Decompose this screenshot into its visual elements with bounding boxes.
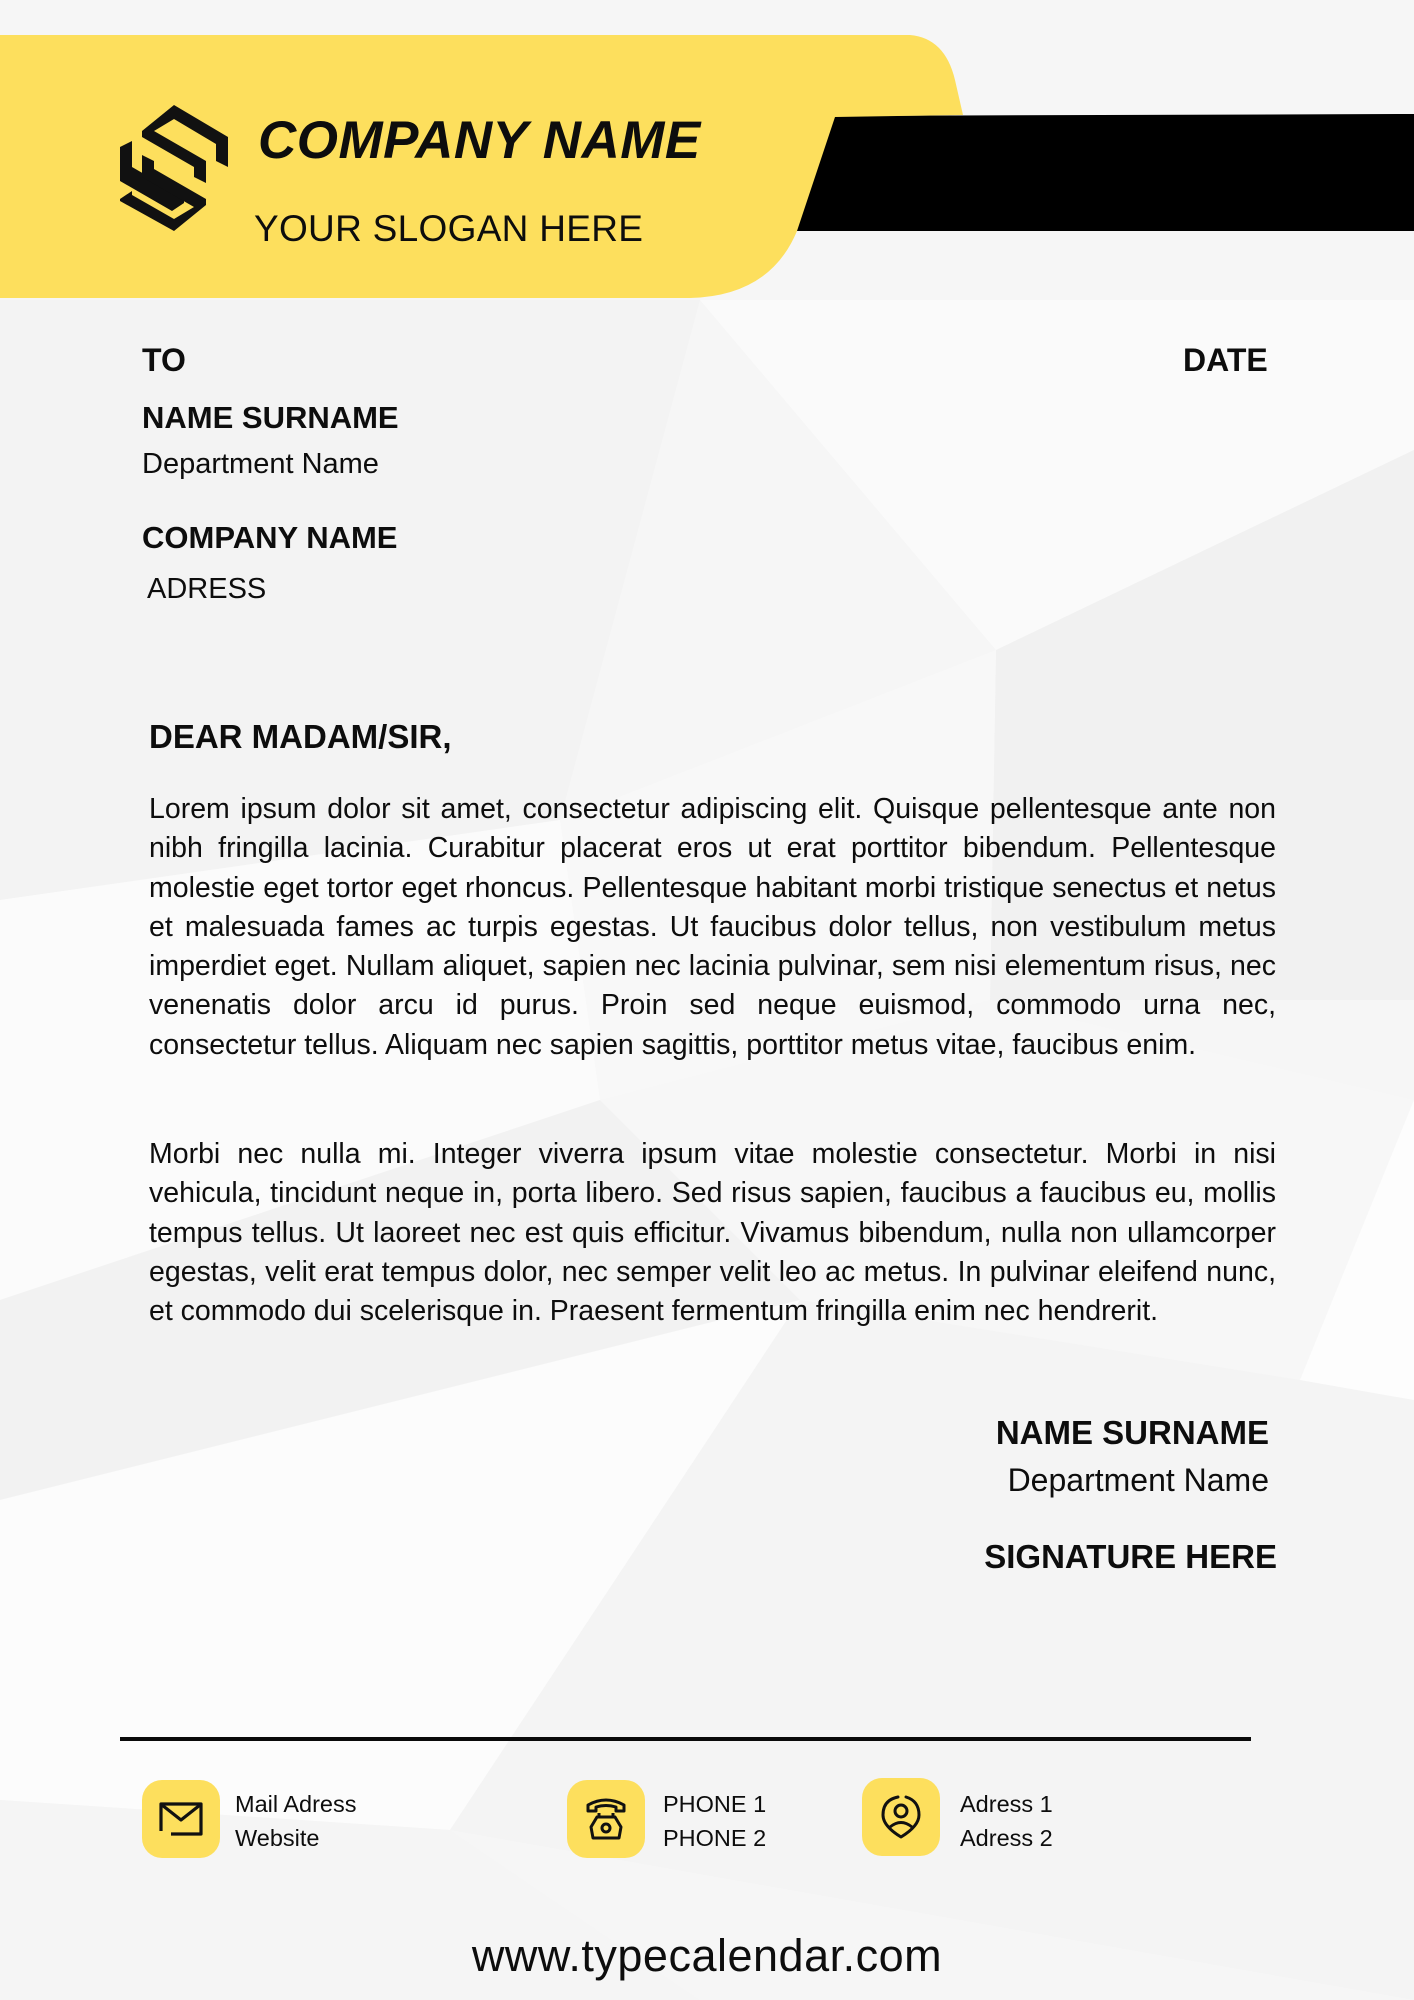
contact-mail: [235, 1787, 356, 1855]
telephone-icon: [567, 1780, 645, 1858]
website: Website: [235, 1825, 320, 1851]
company-slogan: YOUR SLOGAN HERE: [254, 208, 644, 249]
letter-paragraph-2: Morbi nec nulla mi. Integer viverra ipsum vitae molestie consectetur. Morbi in nisi vehicula, tincidunt neque in, porta libero. Sed risus sapien, faucibus a faucibus eu, mollis tempus tellus. Ut laoreet nec est quis efficitur. Vivamus bibendum, nulla non ullamcorper egestas, velit erat tempus dolor, nec semper velit leo ac metus. In pulvinar eleifend nunc, et commodo dui scelerisque in. Praesent fermentum fringilla enim nec hendrerit.: [149, 1138, 1276, 1328]
letter-paragraph-1: Lorem ipsum dolor sit amet, consectetur adipiscing elit. Quisque pellentesque ante non nibh fringilla lacinia. Curabitur placerat eros ut erat porttitor bibendum. Pellentesque molestie eget tortor eget rhoncus. Pellentesque habitant morbi tristique senectus et netus et malesuada fames ac turpis egestas. Ut faucibus dolor tellus, non vestibulum metus imperdiet eget. Nullam aliquet, sapien nec lacinia pulvinar, sem nisi elementum risus, nec venenatis dolor arcu id purus. Proin sed neque euismod, commodo urna nec, consectetur tellus. Aliquam nec sapien sagittis, porttitor metus vitae, faucibus enim.: [149, 793, 1276, 1061]
contact-phone: [663, 1787, 766, 1855]
phone-1: PHONE 1: [663, 1791, 767, 1817]
address-1: Adress 1: [960, 1791, 1053, 1817]
recipient-company: COMPANY NAME: [142, 520, 398, 555]
contact-address: [960, 1787, 1053, 1855]
footer-website-url: www.typecalendar.com: [471, 1930, 943, 1981]
letter-greeting: DEAR MADAM/SIR,: [149, 718, 452, 755]
date-label: DATE: [1183, 342, 1268, 378]
recipient-name: NAME SURNAME: [142, 400, 399, 435]
recipient-address: ADRESS: [147, 573, 267, 605]
company-name: COMPANY NAME: [258, 111, 701, 170]
recipient-department: Department Name: [142, 448, 379, 480]
phone-2: PHONE 2: [663, 1825, 767, 1851]
sender-department: Department Name: [1007, 1462, 1269, 1498]
address-2: Adress 2: [960, 1825, 1053, 1851]
mail-icon: [142, 1780, 220, 1858]
signature-placeholder: SIGNATURE HERE: [984, 1538, 1277, 1575]
footer-divider: [120, 1737, 1251, 1741]
sender-name: NAME SURNAME: [995, 1414, 1269, 1451]
hexagon-s-logo-icon: [118, 103, 230, 233]
to-label: TO: [142, 342, 186, 378]
mail-address: Mail Adress: [235, 1791, 357, 1817]
location-pin-icon: [862, 1778, 940, 1856]
